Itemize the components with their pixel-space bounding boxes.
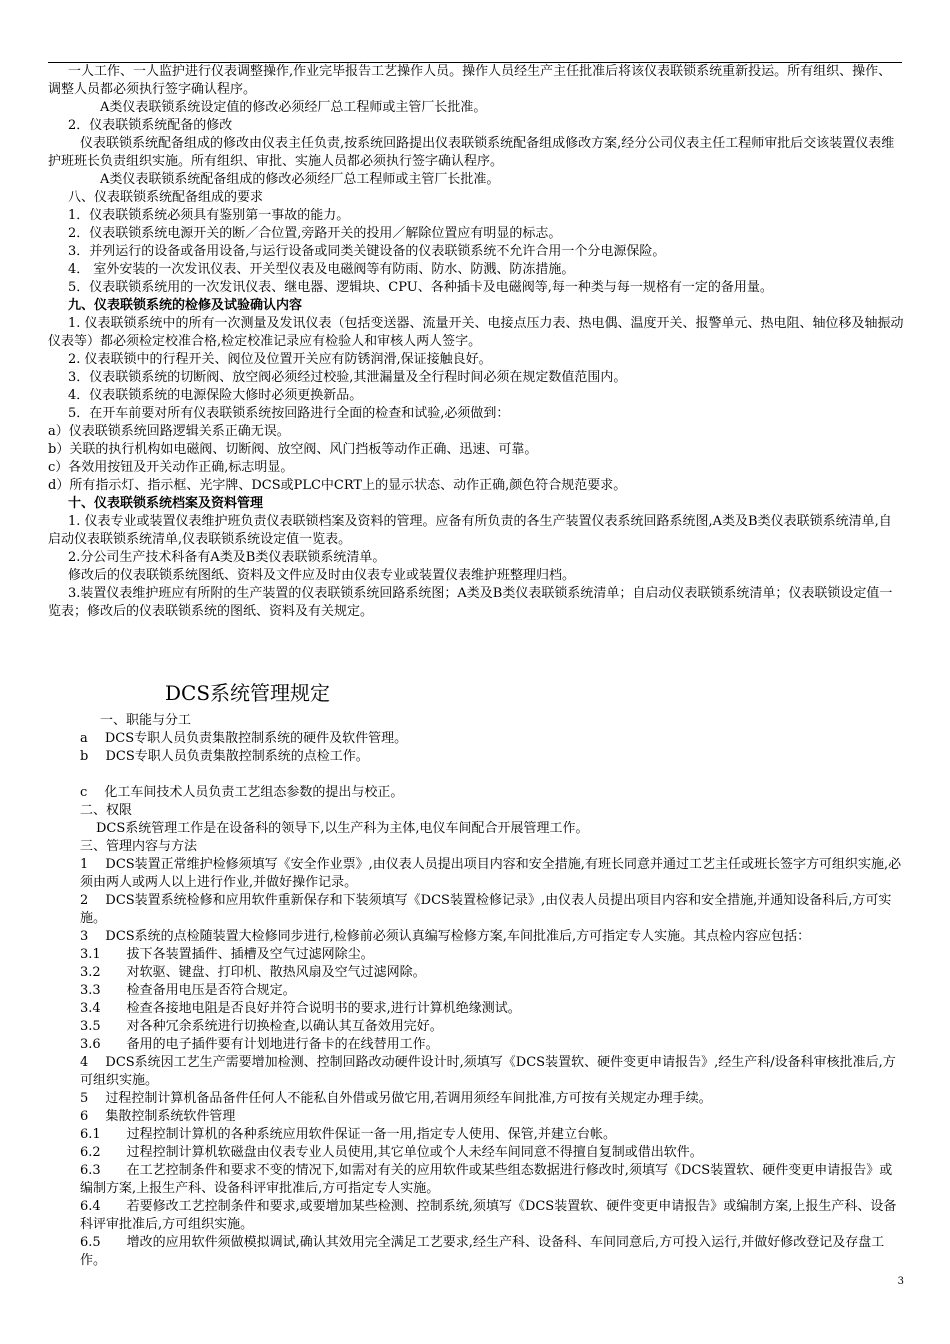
list-item: 5．在开车前要对所有仪表联锁系统按回路进行全面的检查和试验,必须做到：	[68, 406, 510, 421]
list-item: 1. 仪表联锁系统中的所有一次测量及发讯仪表（包括变送器、流量开关、电接点压力表、热电偶、温度开关、报警单元、热电阻、轴位移及轴振动仪表等）都必须检定校准合格,检定校准记录应有检验人和审核人两人签字。	[48, 316, 904, 349]
list-item: 3.4 检查各接地电阻是否良好并符合说明书的要求,进行计算机绝缘测试。	[80, 1001, 521, 1016]
subheading: 二、权限	[80, 803, 133, 818]
list-item: 3.2 对软驱、键盘、打印机、散热风扇及空气过滤网除。	[80, 965, 426, 980]
sub-item: c）各效用按钮及开关动作正确,标志明显。	[48, 460, 294, 475]
page-title: DCS系统管理规定	[165, 681, 331, 705]
paragraph: 一人工作、一人监护进行仪表调整操作,作业完毕报告工艺操作人员。操作人员经生产主任批准后将该仪表联锁系统重新投运。所有组织、操作、调整人员都必须执行签字确认程序。	[48, 64, 892, 97]
list-item: 3 DCS系统的点检随装置大检修同步进行,检修前必须认真编写检修方案,车间批准后,方可指定专人实施。其点检内容应包括：	[80, 929, 811, 944]
list-item: 3.5 对各种冗余系统进行切换检查,以确认其互备效用完好。	[80, 1019, 443, 1034]
section-interlock	[48, 63, 904, 621]
subheading: 三、管理内容与方法	[80, 839, 198, 854]
list-item: 3.3 检查备用电压是否符合规定。	[80, 983, 296, 998]
list-item: 1. 仪表专业或装置仪表维护班负责仪表联锁档案及资料的管理。应备有所负责的各生产装置仪表系统回路系统图,A类及B类仪表联锁系统清单,自启动仪表联锁系统清单,仪表联锁系统设定值一览表。	[48, 514, 892, 547]
heading-8: 八、仪表联锁系统配备组成的要求	[68, 190, 264, 205]
list-item: 6.2 过程控制计算机软磁盘由仪表专业人员使用,其它单位或个人未经车间同意不得擅自复制或借出软件。	[80, 1145, 703, 1160]
list-item: 3.装置仪表维护班应有所附的生产装置的仪表联锁系统回路系统图；A类及B类仪表联锁系统清单；自启动仪表联锁系统清单；仪表联锁设定值一览表；修改后的仪表联锁系统的图纸、资料及有关规定。	[48, 586, 893, 619]
list-item: 5．仪表联锁系统用的一次发讯仪表、继电器、逻辑块、CPU、各种插卡及电磁阀等,每一种类与每一规格有一定的备用量。	[68, 280, 773, 295]
list-item: c 化工车间技术人员负责工艺组态参数的提出与校正。	[80, 785, 404, 800]
paragraph: DCS系统管理工作是在设备科的领导下,以生产科为主体,电仪车间配合开展管理工作。	[96, 821, 589, 836]
paragraph: 修改后的仪表联锁系统图纸、资料及文件应及时由仪表专业或装置仪表维护班整理归档。	[68, 568, 576, 583]
list-item: 2.分公司生产技术科备有A类及B类仪表联锁系统清单。	[68, 550, 386, 565]
list-item: 4． 室外安装的一次发讯仪表、开关型仪表及电磁阀等有防雨、防水、防溅、防冻措施。	[68, 262, 575, 277]
list-item: 3．并列运行的设备或备用设备,与运行设备或同类关键设备的仪表联锁系统不允许合用一个分电源保险。	[68, 244, 666, 259]
list-item: 6.1 过程控制计算机的各种系统应用软件保证一备一用,指定专人使用、保管,并建立台帐。	[80, 1127, 616, 1142]
list-item: a DCS专职人员负责集散控制系统的硬件及软件管理。	[80, 731, 408, 746]
subheading: 一、职能与分工	[100, 713, 192, 728]
paragraph: A类仪表联锁系统配备组成的修改必须经厂总工程师或主管厂长批准。	[100, 172, 500, 187]
page-number: 3	[897, 1276, 904, 1287]
list-item: b DCS专职人员负责集散控制系统的点检工作。	[80, 749, 369, 764]
list-item: 3.1 拔下各装置插件、插槽及空气过滤网除尘。	[80, 947, 374, 962]
list-item: 3.6 备用的电子插件要有计划地进行备卡的在线替用工作。	[80, 1037, 439, 1052]
sub-item: b）关联的执行机构如电磁阀、切断阀、放空阀、风门挡板等动作正确、迅速、可靠。	[48, 442, 538, 457]
list-item: 6.4 若要修改工艺控制条件和要求,或要增加某些检测、控制系统,须填写《DCS装置软、硬件变更申请报告》或编制方案,上报生产科、设备科评审批准后,方可组织实施。	[80, 1199, 897, 1232]
list-item: 4 DCS系统因工艺生产需要增加检测、控制回路改动硬件设计时,须填写《DCS装置软、硬件变更申请报告》,经生产科/设备科审核批准后,方可组织实施。	[80, 1055, 896, 1088]
subheading: 2．仪表联锁系统配备的修改	[68, 118, 233, 133]
paragraph: 仪表联锁系统配备组成的修改由仪表主任负责,按系统回路提出仪表联锁系统配备组成修改方案,经分公司仪表主任工程师审批后交该装置仪表维护班班长负责组织实施。所有组织、审批、实施人员都必须执行签字确认程序。	[48, 136, 895, 169]
list-item: 1 DCS装置正常维护检修须填写《安全作业票》,由仪表人员提出项目内容和安全措施,有班长同意并通过工艺主任或班长签字方可组织实施,必须由两人或两人以上进行作业,并做好操作记录。	[80, 857, 902, 890]
list-item: 2 DCS装置系统检修和应用软件重新保存和下装须填写《DCS装置检修记录》,由仪表人员提出项目内容和安全措施,并通知设备科后,方可实施。	[80, 893, 892, 926]
list-item: 6 集散控制系统软件管理	[80, 1109, 236, 1124]
list-item: 4．仪表联锁系统的电源保险大修时必须更换新品。	[68, 388, 363, 403]
list-item: 2．仪表联锁系统电源开关的断／合位置,旁路开关的投用／解除位置应有明显的标志。	[68, 226, 562, 241]
heading-10: 十、仪表联锁系统档案及资料管理	[68, 496, 264, 511]
list-item: 6.3 在工艺控制条件和要求不变的情况下,如需对有关的应用软件或某些组态数据进行修改时,须填写《DCS装置软、硬件变更申请报告》或编制方案,上报生产科、设备科评审批准后,方可指定专人实施。	[80, 1163, 893, 1196]
list-item: 6.5 增改的应用软件须做模拟调试,确认其效用完全满足工艺要求,经生产科、设备科、车间同意后,方可投入运行,并做好修改登记及存盘工作。	[80, 1235, 885, 1268]
list-item: 5 过程控制计算机备品备件任何人不能私自外借或另做它用,若调用须经车间批准,方可按有关规定办理手续。	[80, 1091, 712, 1106]
paragraph: A类仪表联锁系统设定值的修改必须经厂总工程师或主管厂长批准。	[100, 100, 487, 115]
sub-item: a）仪表联锁系统回路逻辑关系正确无误。	[48, 424, 290, 439]
list-item: 2. 仪表联锁中的行程开关、阀位及位置开关应有防锈润滑,保证接触良好。	[68, 352, 492, 367]
heading-9: 九、仪表联锁系统的检修及试验确认内容	[68, 298, 303, 313]
list-item: 3．仪表联锁系统的切断阀、放空阀必须经过校验,其泄漏量及全行程时间必须在规定数值范围内。	[68, 370, 627, 385]
sub-item: d）所有指示灯、指示框、光字牌、DCS或PLC中CRT上的显示状态、动作正确,颜色符合规范要求。	[48, 478, 627, 493]
list-item: 1．仪表联锁系统必须具有鉴别第一事故的能力。	[68, 208, 350, 223]
section-dcs	[48, 712, 904, 1270]
